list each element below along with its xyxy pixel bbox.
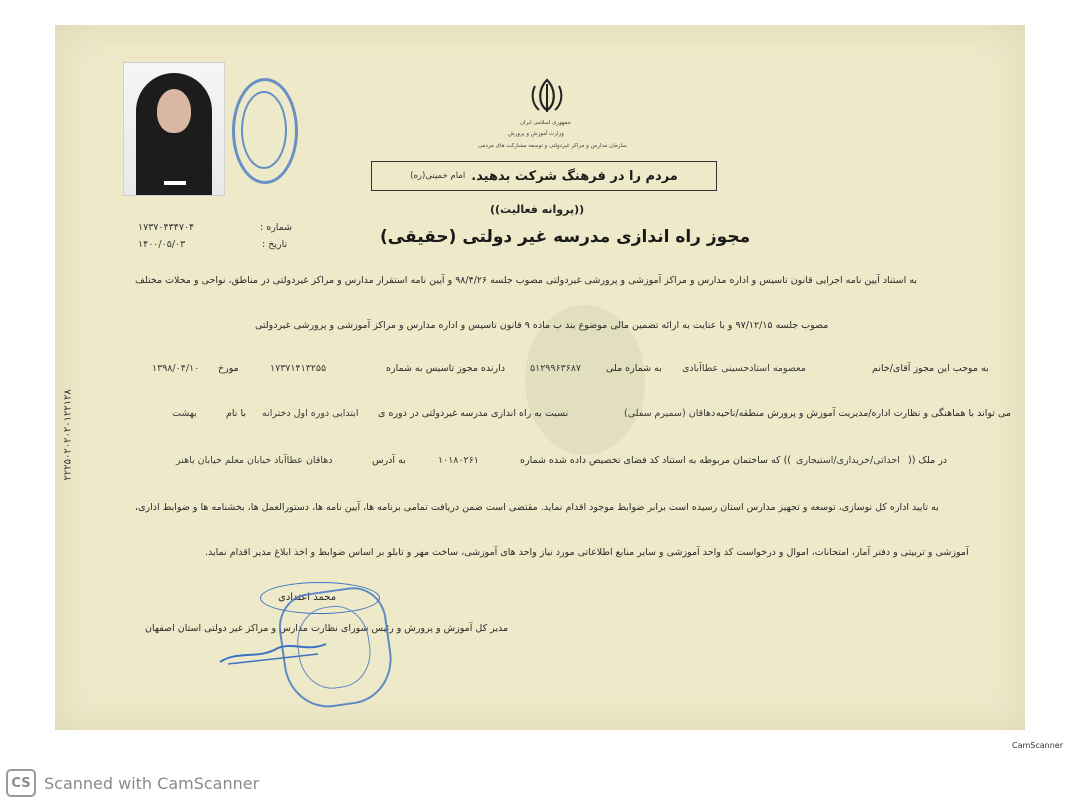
body-line-7: آموزشی و تربیتی و دفتر آمار، امتحانات، اموال و درخواست کد واحد آموزشی و سایر منابع اطلاعاتی مورد نیاز واحد های آموزشی، ساخت مهر و تابلو بر اساس ضوابط و اخذ ابلاغ مدیر اقدام نماید. — [205, 547, 969, 558]
body-line4-c: با نام — [226, 408, 246, 419]
number-label: شماره : — [260, 222, 293, 233]
header-tiny-line2: وزارت آموزش و پرورش — [508, 131, 564, 137]
body-line5-c: به آدرس — [372, 455, 406, 466]
slogan-attribution: امام خمینی(ره) — [410, 171, 466, 181]
number-value: ۱۷۳۷۰۴۳۴۷۰۴ — [138, 222, 195, 233]
body-line3-b: به شماره ملی — [606, 363, 662, 374]
applicant-photo — [123, 62, 225, 196]
body-line-2: مصوب جلسه ۹۷/۱۲/۱۵ و با عنایت به ارائه تضمین مالی موضوع بند ب ماده ۹ قانون تاسیس و اداره مدارس و مراکز آموزشی و پرورشی غیردولتی — [255, 320, 829, 331]
body-line5-a: در ملک (( — [908, 455, 948, 466]
header-tiny-line1: جمهوری اسلامی ایران — [520, 120, 572, 126]
camscanner-logo-icon: CS — [6, 769, 36, 797]
body-line-6: به تایید اداره کل نوسازی، توسعه و تجهیز مدارس استان رسیده است برابر ضوابط موجود اقدام نماید. مقتضی است ضمن دریافت تمامی برنامه ها، آیین نامه ها، دستورالعمل ها، بخشنامه ها و ضوابط اداری، — [135, 502, 939, 513]
body-line5-b: )) که ساختمان مربوطه به استناد کد فضای تخصیص داده شده شماره — [520, 455, 791, 466]
body-line4-b: نسبت به راه اندازی مدرسه غیردولتی در دوره ی — [378, 408, 569, 419]
school-address: دهاقان عطاآباد خیابان معلم خیابان باهنر — [176, 455, 333, 466]
date-value: ۱۴۰۰/۰۵/۰۳ — [138, 239, 186, 250]
region-name: دهاقان (سمیرم سفلی) — [624, 408, 716, 419]
iran-emblem-icon — [527, 76, 567, 116]
signer-name: محمد اعتدادی — [278, 592, 337, 603]
document-title: مجوز راه اندازی مدرسه غیر دولتی (حقیقی) — [380, 227, 751, 247]
signer-title: مدیر کل آموزش و پرورش و رئیس شورای نظارت مدارس و مراکز غیر دولتی استان اصفهان — [145, 623, 509, 634]
body-line3-d: مورخ — [218, 363, 239, 374]
national-id: ۵۱۲۹۹۶۳۶۸۷ — [530, 363, 582, 374]
slogan-text: مردم را در فرهنگ شرکت بدهید. — [471, 168, 678, 184]
license-date: ۱۳۹۸/۰۴/۱۰ — [152, 363, 200, 374]
camscanner-small-label: CamScanner — [1012, 741, 1064, 750]
school-level: ابتدایی دوره اول دخترانه — [262, 408, 359, 419]
header-tiny-line3: سازمان مدارس و مراکز غیردولتی و توسعه مشارکت های مردمی — [478, 143, 627, 149]
slogan-box — [371, 161, 717, 191]
permit-label: ((پروانه فعالیت)) — [490, 203, 585, 216]
photo-seal — [232, 78, 298, 184]
holder-name: معصومه استادحسینی عطاآبادی — [682, 363, 806, 374]
body-line-1: به استناد آیین نامه اجرایی قانون تاسیس و اداره مدارس و مراکز آموزشی و پرورشی غیردولتی مصوب جلسه ۹۸/۴/۲۶ و آیین نامه استقرار مدارس و مراکز غیردولتی در مناطق، نواحی و محلات مختلف — [135, 275, 918, 286]
space-code: ۱۰۱۸۰۲۶۱ — [438, 455, 479, 466]
body-line3-a: به موجب این مجوز آقای/خانم — [872, 363, 989, 374]
license-number: ۱۷۳۷۱۴۱۳۲۵۵ — [270, 363, 327, 374]
date-label: تاریخ : — [262, 239, 288, 250]
ownership-type: احداثی/خریداری/استیجاری — [796, 455, 900, 466]
camscanner-watermark: Scanned with CamScanner — [44, 774, 260, 793]
body-line3-c: دارنده مجوز تاسیس به شماره — [386, 363, 505, 374]
signature-stroke — [218, 640, 328, 666]
school-name: بهشت — [172, 408, 197, 419]
body-line4-a: می تواند با هماهنگی و نظارت اداره/مدیریت آموزش و پرورش منطقه/ناحیه — [716, 408, 1011, 419]
